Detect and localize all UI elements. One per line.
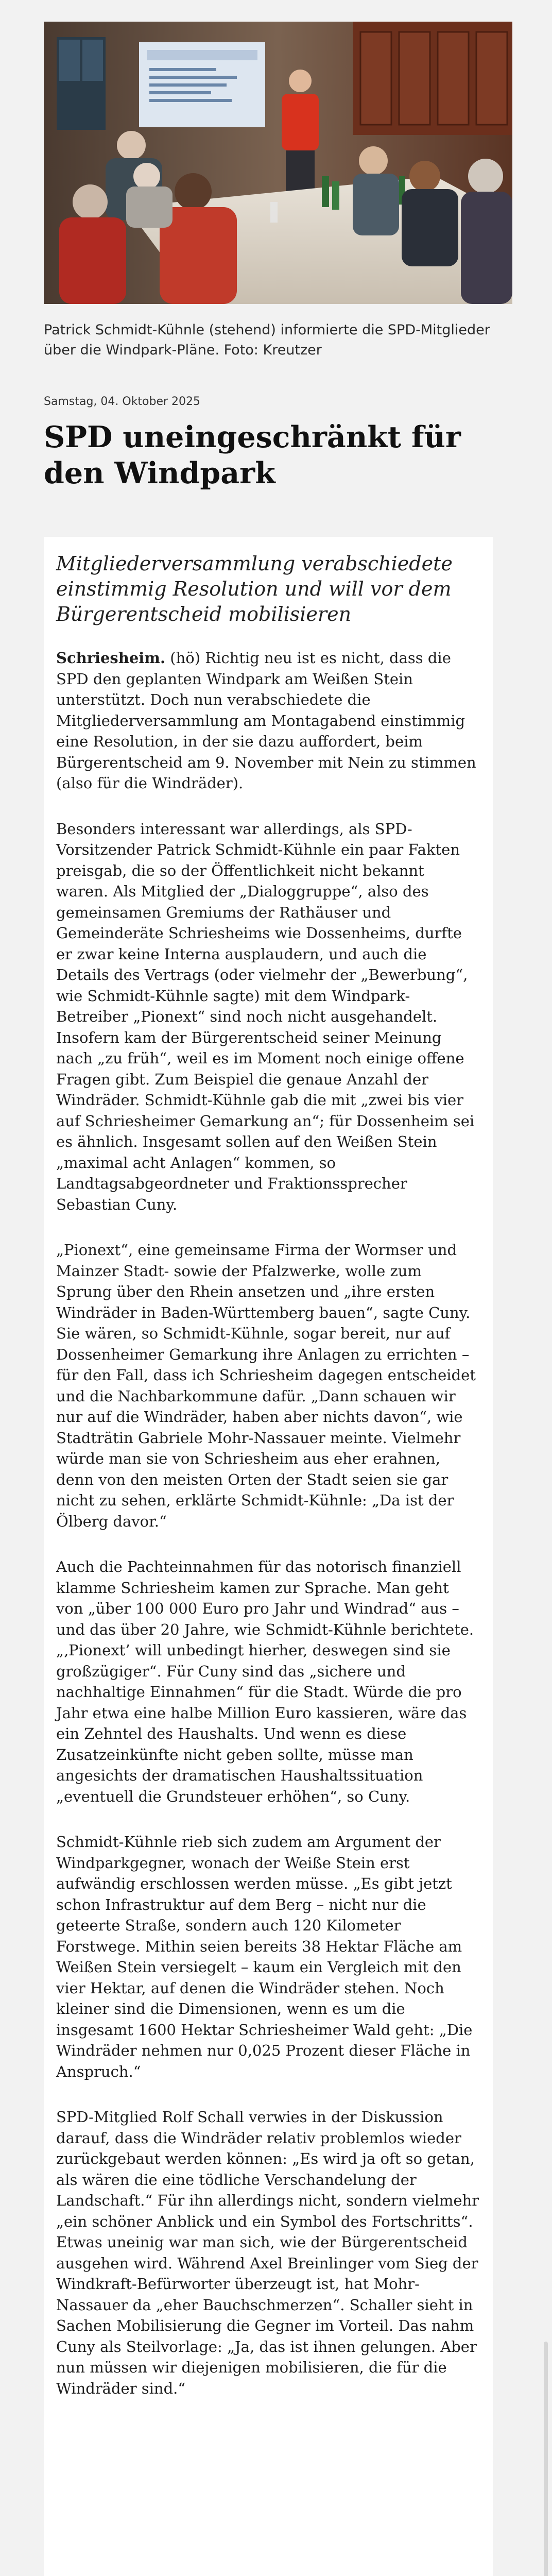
photo-caption: Patrick Schmidt-Kühnle (stehend) informierte die SPD-Mitglieder über die Windpark-Pläne. Foto: Kreutzer bbox=[44, 322, 490, 358]
article-paragraph-1 bbox=[56, 648, 480, 794]
article-paragraph-5: Schmidt-Kühnle rieb sich zudem am Argument der Windparkgegner, wonach der Weiße Stein erst aufwändig erschlossen werden müsse. „Es gibt jetzt schon Infrastruktur auf dem Berg – nicht nur die geteerte Straße, sondern auch 120 Kilometer Forstwege. Mithin seien bereits 38 Hektar Fläche am Weißen Stein versiegelt – kaum ein Vergleich mit den vier Hektar, auf denen die Windräder stehen. Noch kleiner sind die Dimensionen, wenn es um die insgesamt 1600 Hektar Schriesheimer Wald geht: „Die Windräder nehmen nur 0,025 Prozent dieser Fläche in Anspruch.“ bbox=[56, 1833, 473, 2080]
article-photo bbox=[44, 22, 512, 304]
article-paragraph-6: SPD-Mitglied Rolf Schall verwies in der Diskussion darauf, dass die Windräder relativ problemlos wieder zurückgebaut werden können: „Es wird ja oft so getan, als wären die eine tödliche Verschandelung der Landschaft.“ Für ihn allerdings nicht, sondern vielmehr „ein schöner Anblick und ein Symbol des Fortschritts“. Etwas uneinig war man sich, wie der Bürgerentscheid ausgehen wird. Während Axel Breinlinger vom Sieg der Windkraft-Befürworter überzeugt ist, hat Mohr-Nassauer da „eher Bauchschmerzen“. Schaller sieht in Sachen Mobilisierung die Gegner im Vorteil. Das nahm Cuny als Steilvorlage: „Ja, das ist ihnen gelungen. Aber nun müssen wir diejenigen mobilisieren, die für die Windräder sind.“ bbox=[56, 2108, 479, 2397]
article-body bbox=[44, 537, 493, 2576]
article-paragraph-4: Auch die Pachteinnahmen für das notorisch finanziell klamme Schriesheim kamen zur Sprache. Man geht von „über 100 000 Euro pro Jahr und Windrad“ aus – und das über 20 Jahre, wie Schmidt-Kühnle berichtete. „‚Pionext’ will unbedingt hierher, deswegen sind sie großzügiger“. Für Cuny sind das „sichere und nachhaltige Einnahmen“ für die Stadt. Würde die pro Jahr etwa eine halbe Million Euro kassieren, wäre das ein Zehntel des Haushalts. Und wenn es diese Zusatzeinkünfte nicht geben sollte, müsse man angesichts der dramatischen Haushaltssituation „eventuell die Grundsteuer erhöhen“, so Cuny. bbox=[56, 1558, 474, 1805]
page-scrollbar[interactable] bbox=[544, 2342, 548, 2576]
article-subheadline: Mitgliederversammlung verabschiedete einstimmig Resolution und will vor dem Bürgerentscheid mobilisieren bbox=[56, 552, 453, 625]
paragraph-text: (hö) Richtig neu ist es nicht, dass die SPD den geplanten Windpark am Weißen Stein unterstützt. Doch nun verabschiedete die Mitgliederversammlung am Montagabend einstimmig eine Resolution, in der sie dazu auffordert, beim Bürgerentscheid am 9. November mit Nein zu stimmen (also für die Windräder). bbox=[56, 649, 476, 792]
article-paragraph-2: Besonders interessant war allerdings, als SPD-Vorsitzender Patrick Schmidt-Kühnle ein paar Fakten preisgab, die so der Öffentlichkeit nicht bekannt waren. Als Mitglied der „Dialoggruppe“, also des gemeinsamen Gremiums der Rathäuser und Gemeinderäte Schriesheims wie Dossenheims, durfte er zwar keine Interna ausplaudern, und auch die Details des Vertrags (oder vielmehr der „Bewerbung“, wie Schmidt-Kühnle sagte) mit dem Windpark-Betreiber „Pionext“ sind noch nicht ausgehandelt. Insofern kam der Bürgerentscheid seiner Meinung nach „zu früh“, weil es im Moment noch einige offene Fragen gibt. Zum Beispiel die genaue Anzahl der Windräder. Schmidt-Kühnle gab die mit „zwei bis vier auf Schriesheimer Gemarkung an“; für Dossenheim sei es ähnlich. Insgesamt sollen auf den Weißen Stein „maximal acht Anlagen“ kommen, so Landtagsabgeordneter und Fraktionssprecher Sebastian Cuny. bbox=[56, 820, 475, 1213]
publication-date: Samstag, 04. Oktober 2025 bbox=[44, 395, 201, 408]
meeting-photo-image bbox=[44, 22, 512, 304]
article-headline: SPD uneingeschränkt für den Windpark bbox=[44, 420, 461, 490]
article-paragraph-3: „Pionext“, eine gemeinsame Firma der Wormser und Mainzer Stadt- sowie der Pfalzwerke, wolle zum Sprung über den Rhein ansetzen und „ihre ersten Windräder in Baden-Württemberg bauen“, sagte Cuny. Sie wären, so Schmidt-Kühnle, sogar bereit, nur auf Dossenheimer Gemarkung ihre Anlagen zu errichten – für den Fall, dass ich Schriesheim dagegen entscheidet und die Nachbarkommune dafür. „Dann schauen wir nur auf die Windräder, haben aber nichts davon“, wie Stadträtin Gabriele Mohr-Nassauer meinte. Vielmehr würde man sie von Schriesheim aus eher erahnen, denn von den meisten Orten der Stadt seien sie gar nicht zu sehen, erklärte Schmidt-Kühnle: „Da ist der Ölberg davor.“ bbox=[56, 1241, 476, 1530]
dateline-location: Schriesheim. bbox=[56, 649, 166, 667]
